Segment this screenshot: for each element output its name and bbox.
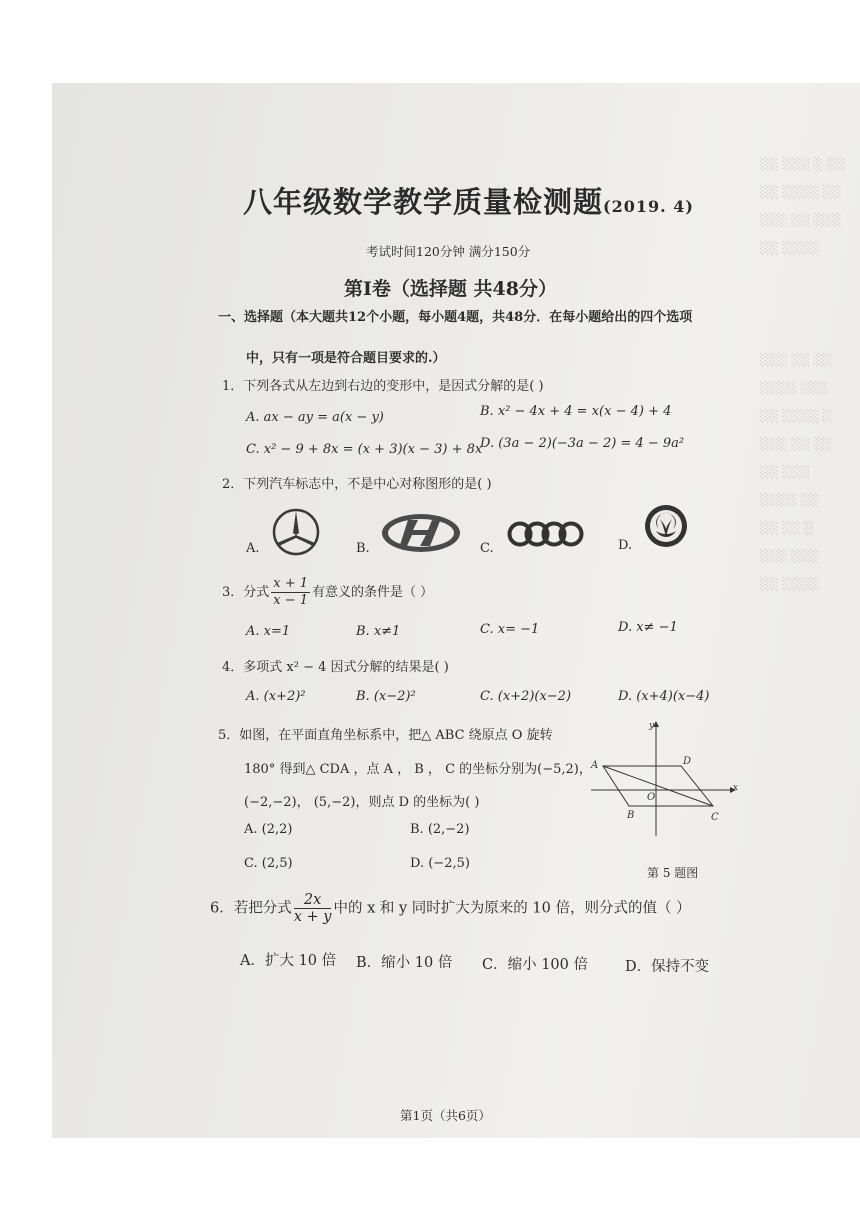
q6-numerator: 2x [294,892,332,909]
q5-label-b: B [627,810,635,821]
q3-option-b: B. x≠1 [356,624,401,639]
q1-option-b: B. x² − 4x + 4 = x(x − 4) + 4 [480,404,672,419]
instructions-line1: 一、选择题（本大题共12个小题，每小题4题，共48分．在每小题给出的四个选项 [218,310,693,325]
q3-denominator: x − 1 [273,593,309,608]
q5-option-d: D. (−2,5) [410,856,470,871]
audi-logo [506,520,586,548]
q5-line2: 180° 得到△ CDA ，点 A ， B ， C 的坐标分别为(−5,2)， [244,762,592,777]
q6-fraction [294,892,332,925]
mercedes-logo [270,506,322,558]
q5-label-d: D [683,756,692,767]
q6-option-d: D．保持不变 [625,959,710,975]
exam-title [243,180,694,221]
q5-option-b: B. (2,−2) [410,822,470,837]
q5-option-c: C. (2,5) [244,856,293,871]
q5-option-a: A. (2,2) [244,822,293,837]
bleed-through-text: ░░ ░░░ ░ ░░ ░░ ░░░░ ░░ ░░░ ░░ ░░░ ░░ ░░░░ ░░░ ░░ ░░ ░░░░ ░░░ ░░ ░░░░ ░ ░░░ ░░ ░░ ░░ ░░░ ░░░░ ░░ ░░ ░░ ░ ░░░ ░░░ ░░ ░░░░ [760,157,846,591]
q5-label-a: A [591,760,599,771]
section-title: 第Ⅰ卷（选择题 共48分） [344,278,557,300]
q5-figure [583,718,743,843]
q3-prefix: 3．分式 [222,585,270,600]
q6-denominator: x + y [293,909,332,925]
instructions-line2: 中，只有一项是符合题目要求的.） [246,351,446,366]
q4-stem: 4．多项式 x² − 4 因式分解的结果是( ) [222,660,449,675]
q4-option-a: A. (x+2)² [246,689,306,704]
exam-year: (2019. 4) [603,197,694,216]
q5-caption: 第 5 题图 [647,866,699,880]
q4-option-b: B. (x−2)² [356,689,416,704]
q5-line1: 5．如图，在平面直角坐标系中，把△ ABC 绕原点 O 旋转 [218,728,553,743]
q6-option-a: A．扩大 10 倍 [240,953,337,969]
q1-stem: 1．下列各式从左边到右边的变形中，是因式分解的是( ) [222,379,544,394]
q5-label-c: C [711,812,719,823]
exam-subtitle: 考试时间120分钟 满分150分 [366,244,531,259]
q3-stem [222,576,433,609]
q5-label-o: O [647,792,656,803]
q2-stem: 2．下列汽车标志中，不是中心对称图形的是( ) [222,477,492,492]
q2-option-b: B. [356,541,370,556]
q3-option-a: A. x=1 [246,624,291,639]
q6-suffix: 中的 x 和 y 同时扩大为原来的 10 倍，则分式的值（ ） [333,900,691,917]
q1-option-a: A. ax − ay = a(x − y) [246,410,384,425]
q2-option-a: A. [246,541,260,556]
q5-label-y: y [649,721,655,731]
q6-option-c: C．缩小 100 倍 [482,957,588,973]
dongfeng-logo [643,503,689,549]
q4-option-c: C. (x+2)(x−2) [480,689,572,704]
q5-label-x: x [733,783,739,793]
exam-title-text: 八年级数学教学质量检测题 [243,185,604,219]
q3-suffix: 有意义的条件是（ ） [312,585,434,600]
q4-option-d: D. (x+4)(x−4) [618,689,710,704]
q2-option-c: C. [480,541,494,556]
q6-option-b: B．缩小 10 倍 [356,955,453,971]
q3-option-d: D. x≠ −1 [618,620,678,635]
page-footer: 第1页（共6页） [400,1108,491,1123]
q3-numerator: x + 1 [273,576,309,591]
hyundai-logo [380,512,462,554]
q6-stem [210,892,691,925]
q1-option-c: C. x² − 9 + 8x = (x + 3)(x − 3) + 8x [246,442,483,457]
q2-option-d: D. [618,538,633,553]
q1-option-d: D. (3a − 2)(−3a − 2) = 4 − 9a² [480,436,685,451]
q5-line3: (−2,−2)， (5,−2)，则点 D 的坐标为( ) [244,795,480,810]
q6-prefix: 6．若把分式 [210,900,292,917]
q3-option-c: C. x= −1 [480,622,540,637]
q3-fraction [271,576,310,609]
